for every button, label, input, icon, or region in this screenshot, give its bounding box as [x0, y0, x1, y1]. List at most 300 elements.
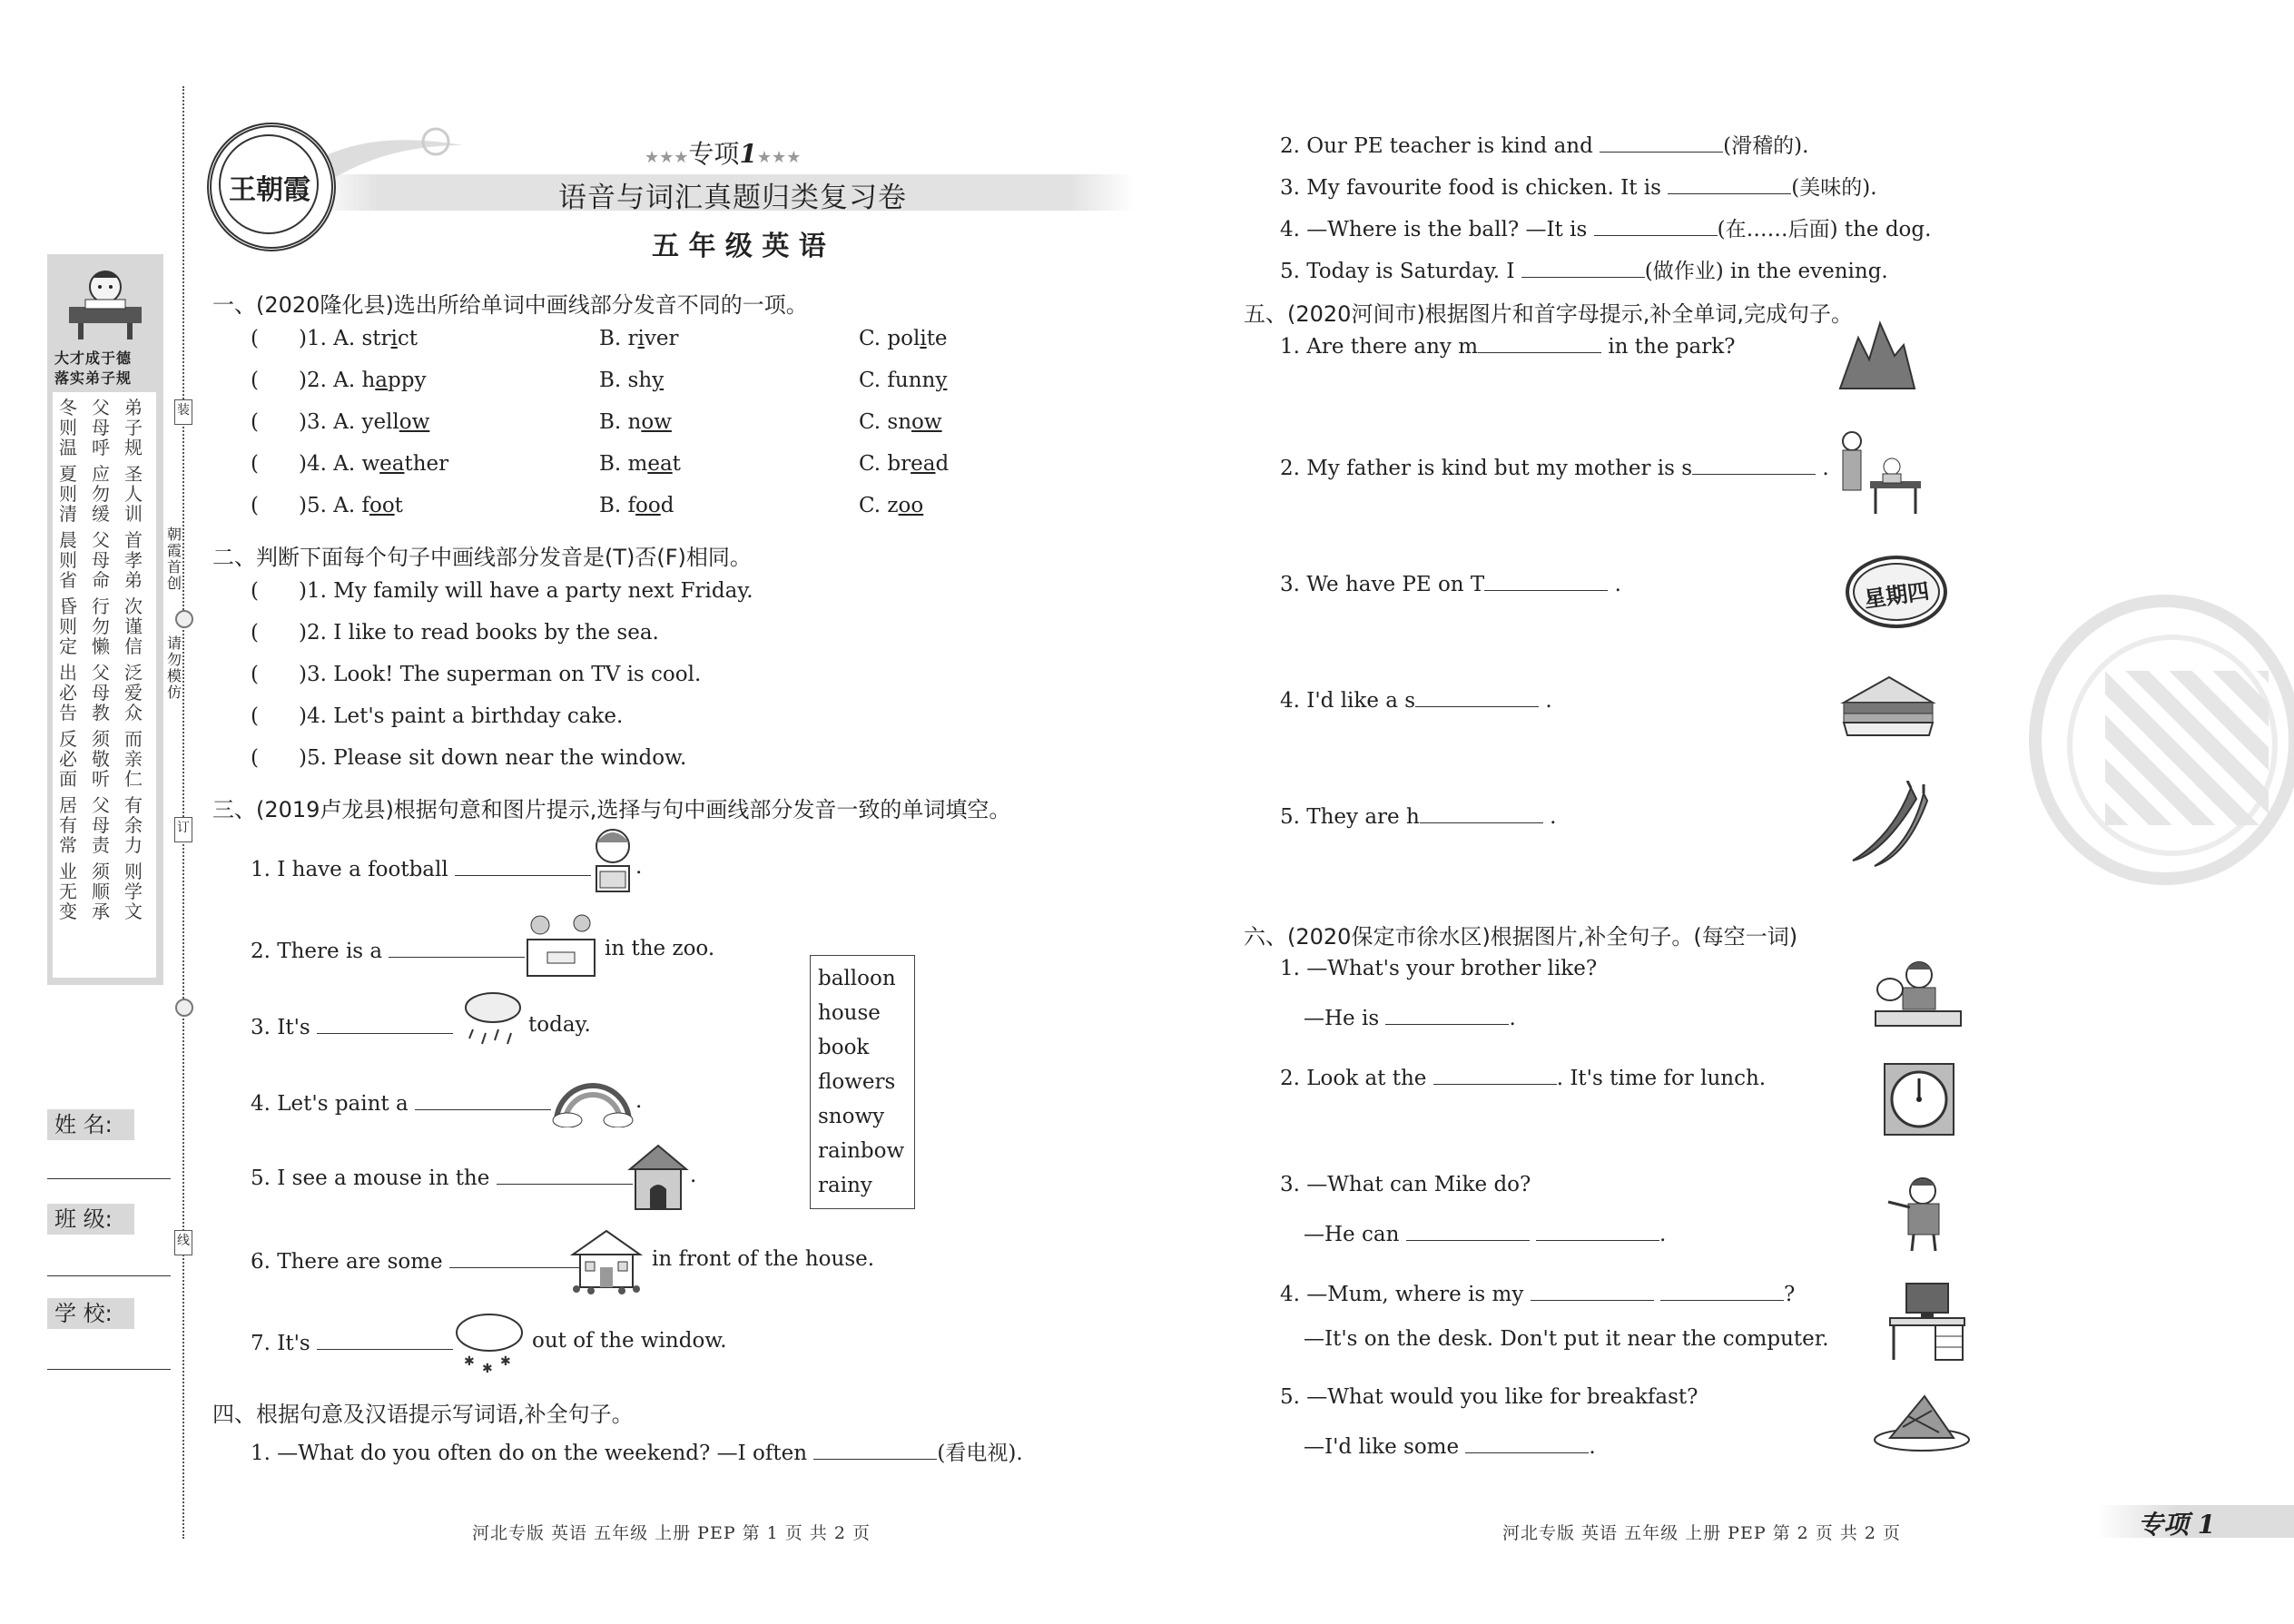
vertical-char: 模	[166, 667, 182, 684]
sentence-start: 4. I'd like a s	[1280, 689, 1416, 713]
binding-hole-icon	[175, 610, 193, 628]
poem-char: 冬	[59, 397, 77, 418]
sentence: )3. Look! The superman on TV is cool.	[298, 663, 702, 686]
poem-char: 文	[124, 901, 143, 922]
option-a: ct	[397, 327, 418, 350]
logo-seal	[207, 123, 336, 251]
chinese-hint: (滑稽的).	[1723, 134, 1809, 158]
watermark-seal	[2029, 595, 2294, 885]
answer-blank[interactable]	[1594, 215, 1718, 236]
s6-q1-question: 1. —What's your brother like?	[1280, 957, 1598, 980]
s3-item-end	[532, 1329, 727, 1353]
poem-char: 晨	[59, 529, 77, 551]
poem-phrase	[123, 596, 143, 656]
poem-phrase	[123, 530, 143, 590]
s6-q5-question: 5. —What would you like for breakfast?	[1280, 1385, 1698, 1409]
sentence-end: in the zoo.	[605, 937, 715, 960]
sentence-start: 6. There are some	[251, 1250, 443, 1274]
sentence-start: 7. It's	[251, 1332, 310, 1355]
answer-blank[interactable]	[1420, 802, 1543, 823]
poem-char: 常	[59, 834, 77, 856]
poem-column	[123, 398, 143, 928]
option-a-underlined: a	[375, 369, 388, 392]
binding-mark-3: 线	[174, 1230, 192, 1255]
option-a-underlined: i	[390, 327, 398, 350]
chinese-hint: (美味的).	[1791, 176, 1877, 200]
answer-blank[interactable]	[455, 855, 591, 876]
poem-char: 勿	[92, 483, 110, 505]
s5-item	[1280, 686, 1552, 713]
sentence-start: 2. My father is kind but my mother is s	[1280, 457, 1693, 480]
word-bank-item: rainbow	[818, 1139, 905, 1163]
sentence-end: in front of the house.	[652, 1247, 875, 1271]
poem-char: 行	[92, 595, 110, 617]
s1-option-c	[859, 452, 949, 476]
mother-scolding-icon	[1834, 427, 1925, 517]
svg-text:✱: ✱	[464, 1354, 475, 1369]
answer-paren[interactable]: (	[251, 327, 259, 350]
house-flowers-icon	[567, 1227, 645, 1294]
s1-option-c	[859, 369, 947, 392]
s3-item	[251, 855, 591, 881]
sentence: )2. I like to read books by the sea.	[298, 621, 659, 645]
chinese-hint: (看电视).	[937, 1442, 1023, 1465]
s4-item	[1280, 171, 1877, 201]
option-a: h	[361, 369, 376, 392]
binding-mark-1: 装	[174, 399, 192, 425]
poem-char: 居	[59, 794, 77, 816]
poem-phrase	[58, 795, 78, 855]
s3-item	[251, 1329, 453, 1355]
clock-icon	[1883, 1062, 1955, 1137]
poem-char: 弟	[124, 569, 143, 591]
option-b: d	[660, 494, 674, 517]
option-c: C. br	[859, 452, 911, 476]
school-field[interactable]	[47, 1369, 171, 1370]
poem-char: 听	[92, 768, 110, 790]
poem-phrase	[91, 795, 111, 855]
option-b-underlined: ow	[641, 410, 672, 434]
s1-option-b	[599, 327, 679, 350]
poem-char: 教	[92, 702, 110, 723]
poem-char: 必	[59, 682, 77, 704]
answer-blank[interactable]	[1668, 173, 1791, 194]
poem-phrase	[58, 596, 78, 656]
class-field[interactable]	[47, 1275, 171, 1276]
sentence-end: .	[1545, 689, 1552, 713]
sentence-start: 4. —Where is the ball? —It is	[1280, 218, 1588, 241]
answer-blank[interactable]	[1536, 1220, 1659, 1241]
sentence: )1. My family will have a party next Friday.	[298, 579, 753, 603]
poem-phrase	[123, 861, 143, 921]
option-c-underlined: ow	[911, 410, 942, 434]
s1-item	[251, 452, 448, 476]
option-c: C. funn	[859, 369, 936, 392]
poem-char: 则	[59, 549, 77, 571]
sentence-start: 3. We have PE on T	[1280, 573, 1485, 596]
answer-blank[interactable]	[1415, 686, 1539, 707]
poem-char: 面	[59, 768, 77, 790]
poem-char: 母	[92, 814, 110, 836]
poem-char: 必	[59, 748, 77, 770]
poem-char: 弟	[124, 397, 143, 418]
s3-item-end	[528, 1013, 591, 1037]
answer-blank[interactable]	[317, 1329, 453, 1350]
s4-item	[1280, 129, 1808, 159]
rain-cloud-icon	[458, 988, 526, 1053]
poem-char: 须	[92, 728, 110, 750]
doghouse-icon	[625, 1142, 692, 1213]
name-field[interactable]	[47, 1178, 171, 1179]
sentence-end: today.	[528, 1013, 591, 1037]
series-heading: ★★★专项1★★★	[645, 139, 802, 169]
motto-line-2: 落实弟子规	[54, 369, 133, 387]
poem-char: 训	[124, 503, 143, 525]
sentence-start: 2. There is a	[251, 940, 383, 963]
s6-q3-answer: —He can .	[1304, 1220, 1666, 1246]
poem-phrase	[91, 729, 111, 789]
option-b-underlined: ea	[647, 452, 673, 476]
option-a-underlined: ow	[399, 410, 430, 434]
poem-char: 命	[92, 569, 110, 591]
class-label: 班 级:	[47, 1204, 134, 1235]
option-b: B. f	[599, 494, 636, 517]
option-a: str	[361, 327, 391, 350]
boy-studying-icon	[1870, 955, 1966, 1031]
series-number: 1	[739, 139, 757, 169]
sentence-end: .	[635, 1089, 643, 1113]
option-b: B. m	[599, 452, 648, 476]
option-b: t	[672, 452, 681, 476]
sentence-end: .	[690, 1164, 697, 1187]
rainbow-icon	[549, 1077, 636, 1127]
answer-paren[interactable]: (	[251, 369, 259, 392]
sentence: )4. Let's paint a birthday cake.	[298, 704, 624, 728]
s2-item	[251, 621, 659, 645]
s3-item-end	[635, 1089, 642, 1113]
s6-q1-answer: —He is .	[1304, 1004, 1516, 1030]
option-a: t	[394, 494, 403, 517]
binding-dotted-line	[182, 86, 184, 1539]
s1-option-b	[599, 369, 664, 392]
word-bank-item: snowy	[818, 1105, 885, 1128]
poem-char: 勿	[92, 615, 110, 637]
answer-blank[interactable]	[415, 1089, 551, 1110]
poem-char: 顺	[92, 881, 110, 902]
item-number: )2. A.	[298, 369, 356, 392]
option-c-underlined: oo	[898, 494, 924, 517]
s3-item	[251, 1247, 586, 1274]
vertical-note-2	[163, 635, 185, 701]
sentence-end: .	[1822, 457, 1829, 480]
vertical-char: 请	[166, 635, 182, 652]
poem-phrase	[123, 663, 143, 723]
s2-item	[251, 663, 701, 686]
poem-char: 缓	[92, 503, 110, 525]
s6-q5-answer: —I'd like some .	[1304, 1432, 1596, 1459]
sidebar-motto-panel	[47, 254, 163, 985]
answer-blank[interactable]	[1433, 1064, 1557, 1085]
poem-char: 有	[59, 814, 77, 836]
vertical-char: 仿	[166, 684, 182, 701]
poem-char: 爱	[124, 682, 143, 704]
school-label: 学 校:	[47, 1298, 134, 1329]
option-b-underlined: oo	[635, 494, 661, 517]
poem-char: 次	[124, 595, 143, 617]
s3-item	[251, 1164, 633, 1190]
vertical-char: 朝	[166, 526, 182, 543]
s2-item	[251, 579, 753, 603]
boy-drawing-icon	[1886, 1175, 1959, 1253]
option-c: C. sn	[859, 410, 912, 434]
item-number: )3. A.	[298, 410, 356, 434]
poem-char: 谨	[124, 615, 143, 637]
answer-paren[interactable]: (	[251, 663, 259, 686]
sentence-start: 5. They are h	[1280, 805, 1420, 829]
option-a: ppy	[388, 369, 427, 392]
poem-char: 信	[124, 635, 143, 657]
s1-option-c	[859, 327, 948, 350]
answer-paren[interactable]: (	[251, 410, 259, 434]
poem-char: 省	[59, 569, 77, 591]
section-4-title: 四、根据句意及汉语提示写词语,补全句子。	[212, 1402, 634, 1427]
sentence-start: 5. I see a mouse in the	[251, 1166, 490, 1190]
answer-paren[interactable]: (	[251, 621, 259, 645]
poem-char: 孝	[124, 549, 143, 571]
poem-box	[53, 392, 156, 978]
s5-item	[1280, 332, 1735, 359]
answer-paren[interactable]: (	[251, 494, 259, 517]
poem-char: 泛	[124, 662, 143, 684]
section-6-title: 六、(2020保定市徐水区)根据图片,补全句子。(每空一词)	[1244, 924, 1798, 950]
series-label: 专项	[688, 139, 740, 169]
desk-computer-icon	[1886, 1278, 1968, 1362]
poem-char: 昏	[59, 595, 77, 617]
sentence-start: 3. My favourite food is chicken. It is	[1280, 176, 1661, 200]
poem-char: 则	[59, 417, 77, 438]
poem-phrase	[58, 861, 78, 921]
poem-char: 反	[59, 728, 77, 750]
s6-q4-question: 4. —Mum, where is my ?	[1280, 1280, 1795, 1306]
poem-char: 清	[59, 503, 77, 525]
poem-char: 人	[124, 483, 143, 505]
poem-char: 责	[92, 834, 110, 856]
poem-phrase	[123, 398, 143, 458]
sentence-end: in the park?	[1608, 335, 1736, 359]
child-reading-icon	[60, 261, 151, 343]
poem-char: 圣	[124, 463, 143, 485]
poem-char: 力	[124, 834, 143, 856]
rice-dumpling-icon	[1872, 1391, 1972, 1454]
footer-right: 河北专版 英语 五年级 上册 PEP 第 2 页 共 2 页	[1502, 1523, 1902, 1543]
s3-item-end	[652, 1247, 874, 1271]
vertical-char: 首	[166, 558, 182, 576]
poem-char: 则	[124, 861, 143, 882]
answer-blank[interactable]	[1465, 1432, 1589, 1453]
poem-char: 则	[59, 483, 77, 505]
answer-paren[interactable]: (	[251, 452, 259, 476]
s3-item	[251, 1089, 551, 1116]
option-c-underlined: ea	[911, 452, 936, 476]
s5-item	[1280, 570, 1621, 596]
sentence: )5. Please sit down near the window.	[298, 746, 687, 770]
chinese-hint: (做作业) in the evening.	[1644, 260, 1888, 283]
sentence-start: 1. —What do you often do on the weekend? —I often	[251, 1442, 808, 1465]
s6-q2: 2. Look at the . It's time for lunch.	[1280, 1064, 1766, 1090]
answer-paren[interactable]: (	[251, 579, 259, 603]
poem-char: 母	[92, 417, 110, 438]
poem-char: 子	[124, 417, 143, 438]
snow-cloud-icon	[451, 1309, 527, 1376]
poem-char: 仁	[124, 768, 143, 790]
mountains-icon	[1838, 320, 1916, 390]
s3-item	[251, 1013, 453, 1039]
s2-item	[251, 704, 623, 728]
answer-blank[interactable]	[1521, 257, 1645, 278]
option-a: f	[361, 494, 369, 517]
boy-reading-icon	[586, 826, 642, 895]
word-bank-item: balloon	[818, 967, 896, 990]
s1-item	[251, 327, 418, 350]
poem-char: 父	[92, 397, 110, 418]
s4-item	[1280, 254, 1888, 284]
poem-char: 须	[92, 861, 110, 882]
s1-option-c	[859, 494, 923, 517]
poem-phrase	[58, 663, 78, 723]
item-number: )1. A.	[298, 327, 356, 350]
section-5-title: 五、(2020河间市)根据图片和首字母提示,补全单词,完成句子。	[1244, 301, 1854, 327]
poem-phrase	[58, 464, 78, 524]
word-bank-item: house	[818, 1001, 881, 1025]
poem-char: 无	[59, 881, 77, 902]
poem-char: 父	[92, 662, 110, 684]
poem-char: 而	[124, 728, 143, 750]
poem-phrase	[123, 464, 143, 524]
binding-mark-2: 订	[174, 817, 192, 842]
poem-phrase	[91, 398, 111, 458]
s1-option-c	[859, 410, 942, 434]
answer-blank[interactable]	[1531, 1280, 1654, 1301]
poem-char: 规	[124, 437, 143, 458]
option-b-underlined: i	[637, 327, 645, 350]
option-a-underlined: ea	[379, 452, 405, 476]
poem-phrase	[123, 795, 143, 855]
answer-blank[interactable]	[813, 1439, 937, 1460]
poem-column	[91, 398, 111, 928]
vertical-char: 勿	[166, 651, 182, 668]
poem-char: 定	[59, 635, 77, 657]
answer-blank[interactable]	[497, 1164, 633, 1185]
s6-q4-answer: —It's on the desk. Don't put it near the computer.	[1304, 1327, 1829, 1351]
item-number: )4. A.	[298, 452, 356, 476]
name-label: 姓 名:	[47, 1109, 134, 1140]
option-b: B. r	[599, 327, 638, 350]
sentence-end: .	[1550, 805, 1557, 829]
item-number: )5. A.	[298, 494, 356, 517]
zoo-balloon-icon	[520, 912, 602, 981]
poem-char: 呼	[92, 437, 110, 458]
binding-hole-icon	[175, 999, 193, 1017]
poem-phrase	[91, 663, 111, 723]
poem-phrase	[58, 729, 78, 789]
sentence-start: 2. Our PE teacher is kind and	[1280, 134, 1593, 158]
answer-blank[interactable]	[1478, 332, 1601, 353]
svg-text:✱: ✱	[500, 1354, 511, 1369]
poem-char: 父	[92, 794, 110, 816]
s3-item	[251, 937, 525, 963]
poem-char: 母	[92, 682, 110, 704]
answer-paren[interactable]: (	[251, 746, 259, 770]
option-c: C. pol	[859, 327, 921, 350]
answer-blank[interactable]	[1406, 1220, 1530, 1241]
option-a: ther	[404, 452, 449, 476]
poem-char: 首	[124, 529, 143, 551]
poem-char: 业	[59, 861, 77, 882]
poem-char: 应	[92, 463, 110, 485]
poem-phrase	[91, 530, 111, 590]
s1-option-b	[599, 452, 681, 476]
page-subtitle: 五 年 级 英 语	[652, 231, 826, 262]
option-a-underlined: oo	[369, 494, 395, 517]
poem-char: 则	[59, 615, 77, 637]
answer-blank[interactable]	[389, 937, 525, 958]
option-b-underlined: y	[652, 369, 665, 392]
answer-blank[interactable]	[317, 1013, 453, 1034]
poem-char: 温	[59, 437, 77, 458]
sentence-end: out of the window.	[532, 1329, 727, 1353]
vertical-note-1	[163, 527, 185, 592]
chili-peppers-icon	[1847, 781, 1929, 868]
s5-item	[1280, 802, 1556, 829]
logo-text: 王朝霞	[229, 174, 310, 206]
option-c: d	[935, 452, 950, 476]
answer-blank[interactable]	[1600, 132, 1723, 153]
s1-option-b	[599, 410, 672, 434]
word-bank-box	[810, 955, 915, 1209]
option-b: B. n	[599, 410, 642, 434]
sentence-start: 1. I have a football	[251, 858, 448, 881]
footer-left: 河北专版 英语 五年级 上册 PEP 第 1 页 共 2 页	[472, 1523, 871, 1543]
answer-blank[interactable]	[449, 1247, 586, 1268]
poem-phrase	[123, 729, 143, 789]
answer-blank[interactable]	[1385, 1004, 1509, 1025]
footer-tag: 专项 1	[2138, 1510, 2216, 1540]
page-title: 语音与词汇真题归类复习卷	[558, 182, 907, 214]
poem-char: 学	[124, 881, 143, 902]
poem-char: 懒	[92, 635, 110, 657]
option-c: te	[926, 327, 948, 350]
s4-item	[1280, 212, 1931, 242]
svg-text:✱: ✱	[482, 1362, 493, 1376]
sentence-start: 3. It's	[251, 1016, 310, 1039]
option-c-underlined: y	[935, 369, 948, 392]
word-bank-item: flowers	[818, 1070, 896, 1094]
poem-char: 亲	[124, 748, 143, 770]
poem-char: 夏	[59, 463, 77, 485]
poem-char: 余	[124, 814, 143, 836]
s1-item	[251, 410, 429, 434]
answer-paren[interactable]: (	[251, 704, 259, 728]
sentence-start: 1. Are there any m	[1280, 335, 1479, 359]
sentence-start: 5. Today is Saturday. I	[1280, 260, 1515, 283]
vertical-char: 霞	[166, 542, 182, 559]
sandwich-icon	[1838, 672, 1938, 741]
answer-blank[interactable]	[1660, 1280, 1784, 1301]
answer-blank[interactable]	[1484, 570, 1608, 591]
poem-phrase	[91, 596, 111, 656]
answer-blank[interactable]	[1692, 454, 1816, 475]
s1-item	[251, 494, 403, 517]
